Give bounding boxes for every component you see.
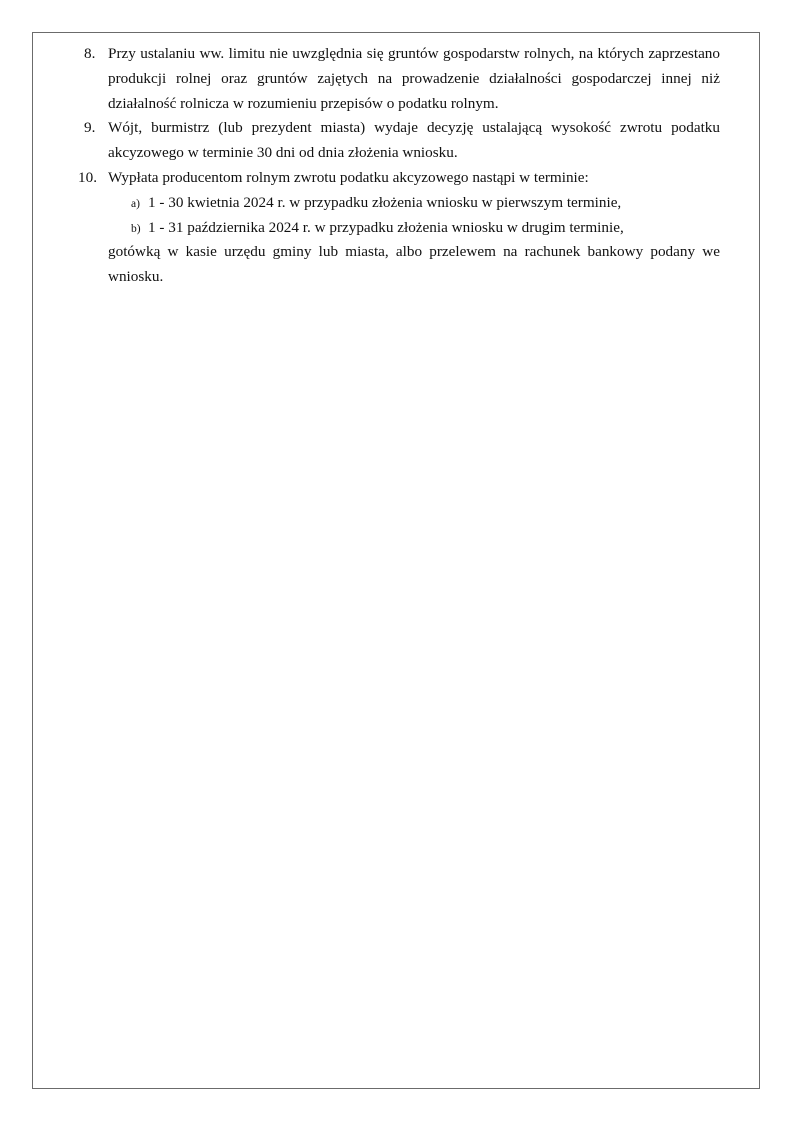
item-number: 9.	[84, 119, 96, 137]
subitem-letter: b)	[131, 222, 141, 235]
numbered-list	[78, 42, 720, 290]
subitem-text: 1 - 30 kwietnia 2024 r. w przypadku złożenia wniosku w pierwszym terminie,	[148, 193, 622, 211]
item-text: Przy ustalaniu ww. limitu nie uwzględnia się gruntów gospodarstw rolnych, na których zaprzestano produkcji rolnej oraz gruntów zajętych na prowadzenie działalności gospodarczej innej niż działalność rolnicza w rozumieniu przepisów o podatku rolnym.	[108, 45, 720, 112]
item-text: Wójt, burmistrz (lub prezydent miasta) wydaje decyzję ustalającą wysokość zwrotu podatku akcyzowego w terminie 30 dni od dnia złożenia wniosku.	[108, 119, 720, 162]
payment-method-text: gotówką w kasie urzędu gminy lub miasta, albo przelewem na rachunek bankowy podany we wniosku.	[108, 243, 720, 286]
subitem-text: 1 - 31 października 2024 r. w przypadku złożenia wniosku w drugim terminie,	[148, 218, 624, 236]
list-item-8	[78, 42, 720, 116]
item-number: 10.	[78, 168, 97, 186]
subitem-b	[108, 216, 720, 241]
item-text: Wypłata producentom rolnym zwrotu podatku akcyzowego nastąpi w terminie:	[108, 168, 589, 186]
subitem-a	[108, 191, 720, 216]
list-item-10	[78, 166, 720, 290]
item-number: 8.	[84, 45, 96, 62]
subitem-letter: a)	[131, 197, 140, 210]
list-item-9	[78, 116, 720, 166]
